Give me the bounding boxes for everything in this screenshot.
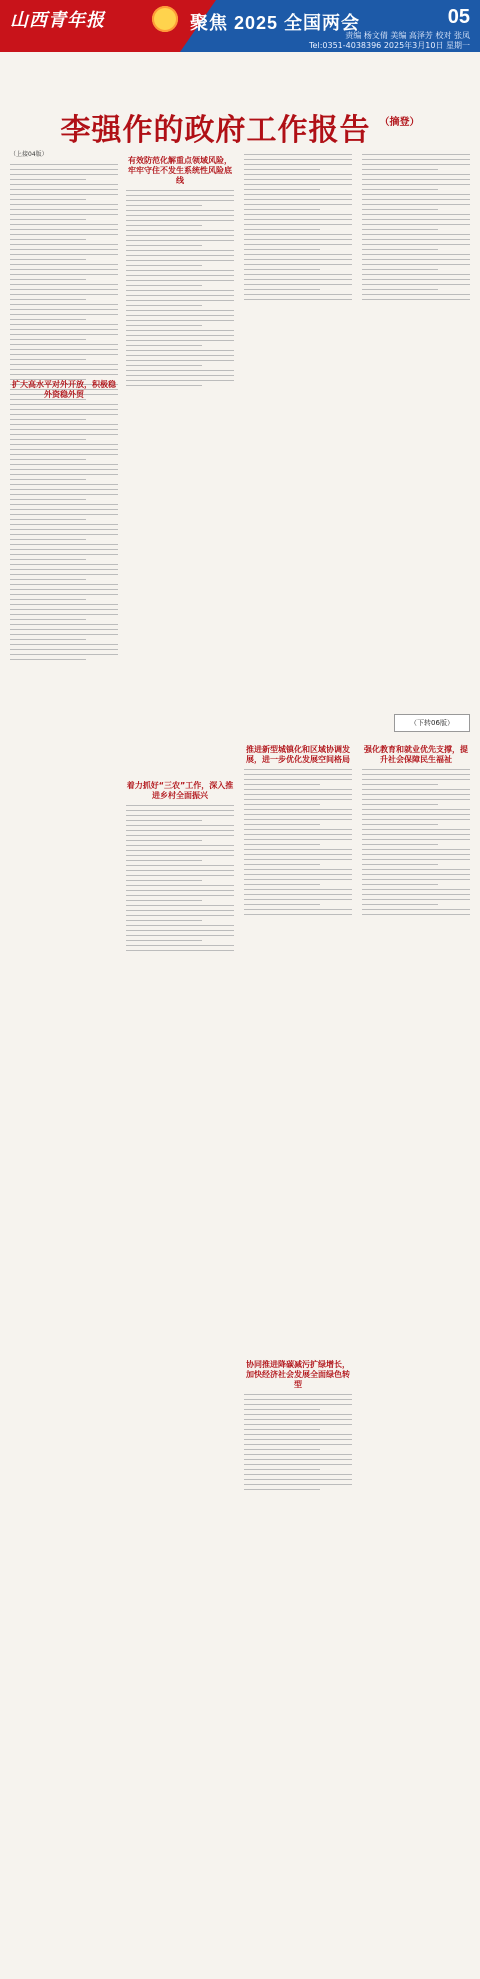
headline	[0, 105, 480, 149]
column-text-lines	[244, 154, 352, 739]
column-4	[362, 150, 470, 764]
emblem-icon	[152, 6, 178, 32]
section-head: 扩大高水平对外开放，积极稳外资稳外贸	[12, 380, 116, 399]
column-text-lines	[126, 190, 234, 775]
section-head: 着力抓好“三农”工作，深入推进乡村全面振兴	[126, 781, 234, 800]
column-text-lines	[362, 769, 470, 1354]
section-head: 强化教育和就业优先支撑，提升社会保障民生福祉	[364, 745, 468, 764]
editor-meta: 责编 杨文倩 美编 高泽芳 校对 张凤	[345, 31, 470, 40]
column-text-lines	[244, 769, 352, 1354]
column-3	[244, 150, 352, 1389]
column-1	[10, 150, 118, 735]
headline-title: 李强作的政府工作报告	[60, 113, 371, 148]
lead-intro: （上接04版）	[10, 151, 48, 158]
section-head: 推进新型城镇化和区域协调发展，进一步优化发展空间格局	[246, 745, 350, 764]
column-text-lines	[10, 164, 118, 749]
masthead	[0, 0, 480, 52]
column-2	[126, 150, 234, 800]
page-number: 05	[447, 6, 470, 28]
column-text-lines	[126, 805, 234, 1390]
section-head: 协同推进降碳减污扩绿增长，加快经济社会发展全面绿色转型	[246, 1360, 350, 1389]
headline-suffix: （摘登）	[379, 117, 420, 128]
section-topic: 聚焦 2025 全国两会	[190, 13, 361, 33]
date-meta: Tel:0351-4038396 2025年3月10日 星期一	[309, 41, 470, 50]
section-head: 有效防范化解重点领域风险，牢牢守住不发生系统性风险底线	[128, 156, 232, 185]
continued-note: （下转06版）	[394, 714, 470, 732]
column-text-lines	[362, 154, 470, 739]
newspaper-logo: 山西青年报	[10, 10, 105, 31]
column-text-lines	[244, 1394, 352, 1979]
